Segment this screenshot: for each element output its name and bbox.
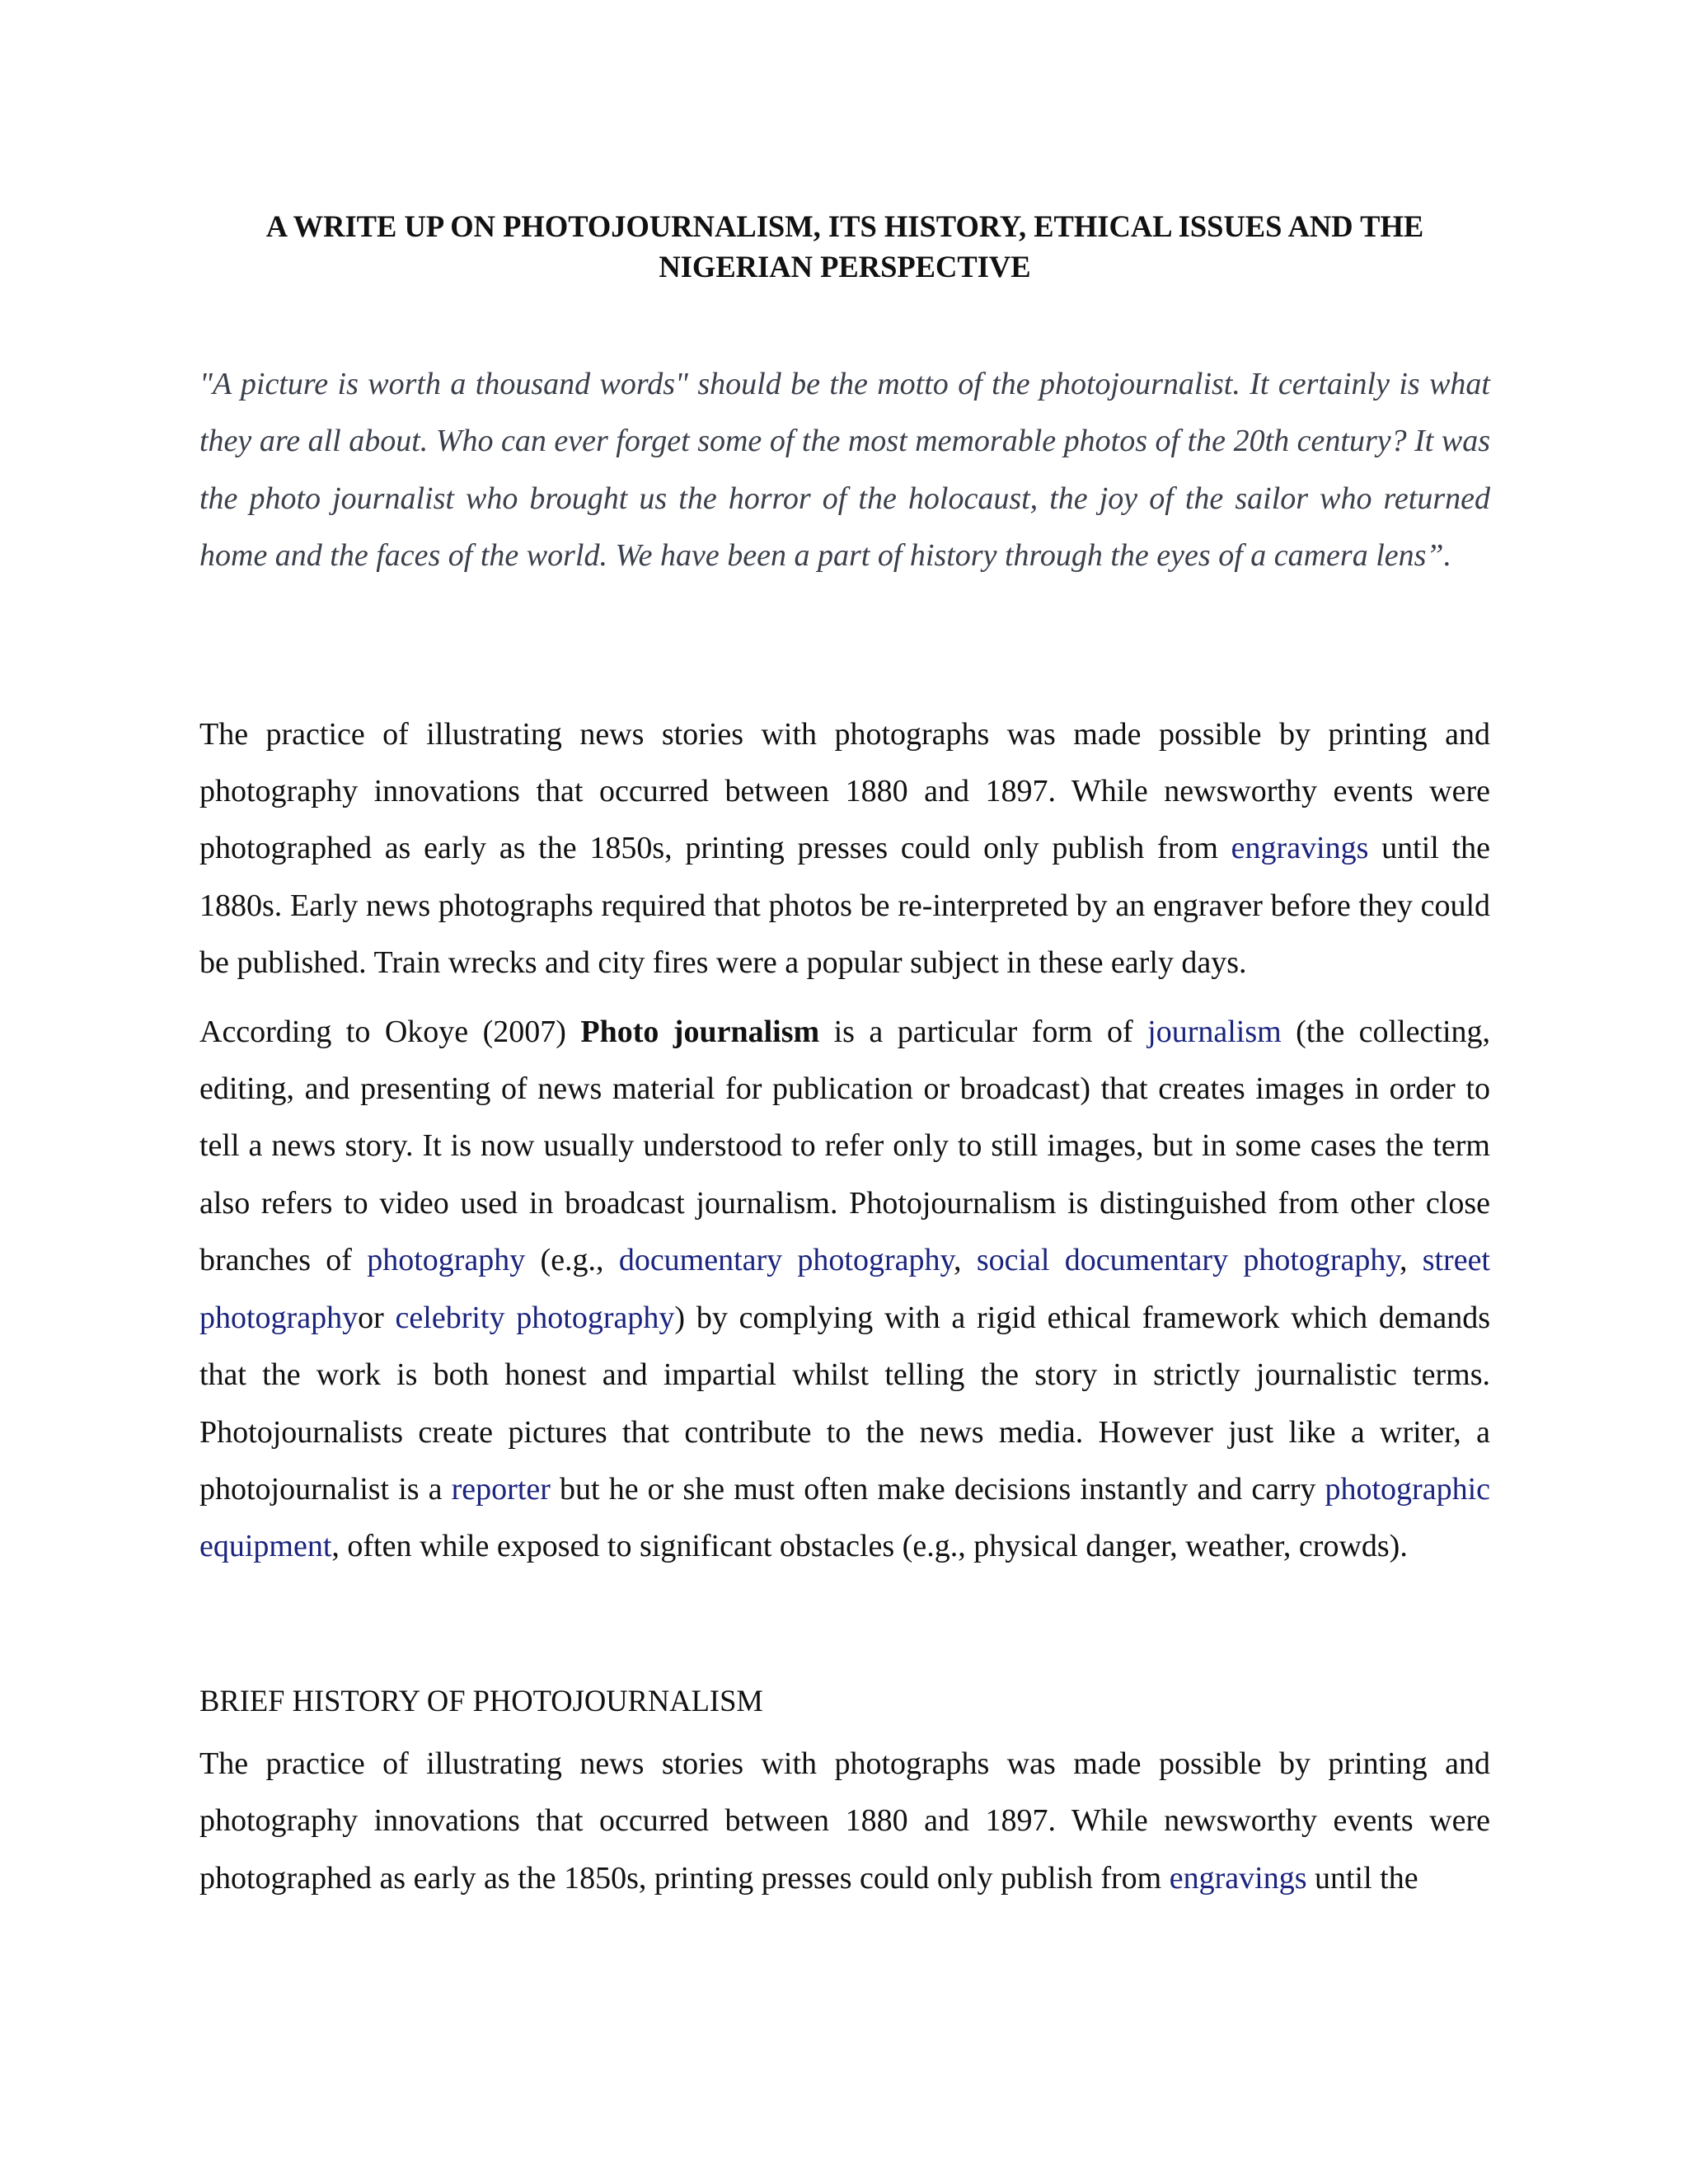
history-paragraph <box>199 1736 1490 1907</box>
definition-text-10: , often while exposed to significant obstacles (e.g., physical danger, weather, crowds). <box>331 1529 1408 1564</box>
documentary-photography-link[interactable]: documentary photography <box>618 1243 954 1278</box>
history-text-a: The practice of illustrating news stories with photographs was made possible by printing and photography innovations that occurred between 1880 and 1897. While newsworthy events were photographed as early as the 1850s, printing presses could only publish from <box>199 1746 1490 1896</box>
intro-paragraph <box>199 706 1490 992</box>
definition-text-2: is a particular form of <box>819 1014 1148 1049</box>
engravings-link[interactable]: engravings <box>1231 831 1369 866</box>
definition-text-7: or <box>358 1300 396 1335</box>
photo-journalism-term: Photo journalism <box>580 1014 820 1049</box>
social-documentary-photography-link[interactable]: social documentary photography <box>976 1243 1400 1278</box>
definition-text-9: but he or she must often make decisions instantly and carry <box>550 1471 1325 1507</box>
photographic-equipment-link[interactable]: photographic equipment <box>199 1471 1490 1564</box>
photography-link[interactable]: photography <box>367 1243 526 1278</box>
document-page <box>199 206 1490 1907</box>
definition-paragraph <box>199 1004 1490 1576</box>
journalism-link[interactable]: journalism <box>1147 1014 1282 1049</box>
title-line-2: NIGERIAN PERSPECTIVE <box>659 250 1031 284</box>
definition-text-6: , <box>1399 1243 1423 1278</box>
definition-text-3: (the collecting, editing, and presenting of news material for publication or broadcast) that creates images in order to tell a news story. It is now usually understood to refer only to still images, but in some cases the term also refers to video used in broadcast journalism. Photojournalism is distinguished from other close branches of <box>199 1014 1491 1278</box>
history-heading: BRIEF HISTORY OF PHOTOJOURNALISM <box>199 1683 763 1718</box>
document-title <box>199 206 1490 287</box>
reporter-link[interactable]: reporter <box>451 1471 551 1507</box>
definition-text-8: ) by complying with a rigid ethical framework which demands that the work is both honest and impartial whilst telling the story in strictly journalistic terms. Photojournalists create pictures that contribute to the news media. However just like a writer, a photojournalist is a <box>199 1300 1490 1507</box>
definition-text-4: (e.g., <box>525 1243 619 1278</box>
celebrity-photography-link[interactable]: celebrity photography <box>395 1300 675 1335</box>
intro-text-b: until the 1880s. Early news photographs required that photos be re-interpreted by an engraver before they could be published. Train wrecks and city fires were a popular subject in these early days. <box>199 831 1490 981</box>
history-text-b: until the <box>1306 1860 1418 1896</box>
opening-quote: "A picture is worth a thousand words" should be the motto of the photojournalist. It certainly is what they are all about. Who can ever forget some of the most memorable photos of the 20th century? It was the photo journalist who brought us the horror of the holocaust, the joy of the sailor who returned home and the faces of the world. We have been a part of history through the eyes of a camera lens”. <box>199 367 1490 574</box>
history-engravings-link[interactable]: engravings <box>1169 1860 1307 1896</box>
definition-text-5: , <box>954 1243 977 1278</box>
intro-text-a: The practice of illustrating news stories with photographs was made possible by printing and photography innovations that occurred between 1880 and 1897. While newsworthy events were photographed as early as the 1850s, printing presses could only publish from <box>199 716 1490 866</box>
street-photography-link[interactable]: street photography <box>199 1243 1490 1335</box>
definition-text-1: According to Okoye (2007) <box>199 1014 581 1049</box>
title-line-1: A WRITE UP ON PHOTOJOURNALISM, ITS HISTORY, ETHICAL ISSUES AND THE <box>265 209 1424 243</box>
